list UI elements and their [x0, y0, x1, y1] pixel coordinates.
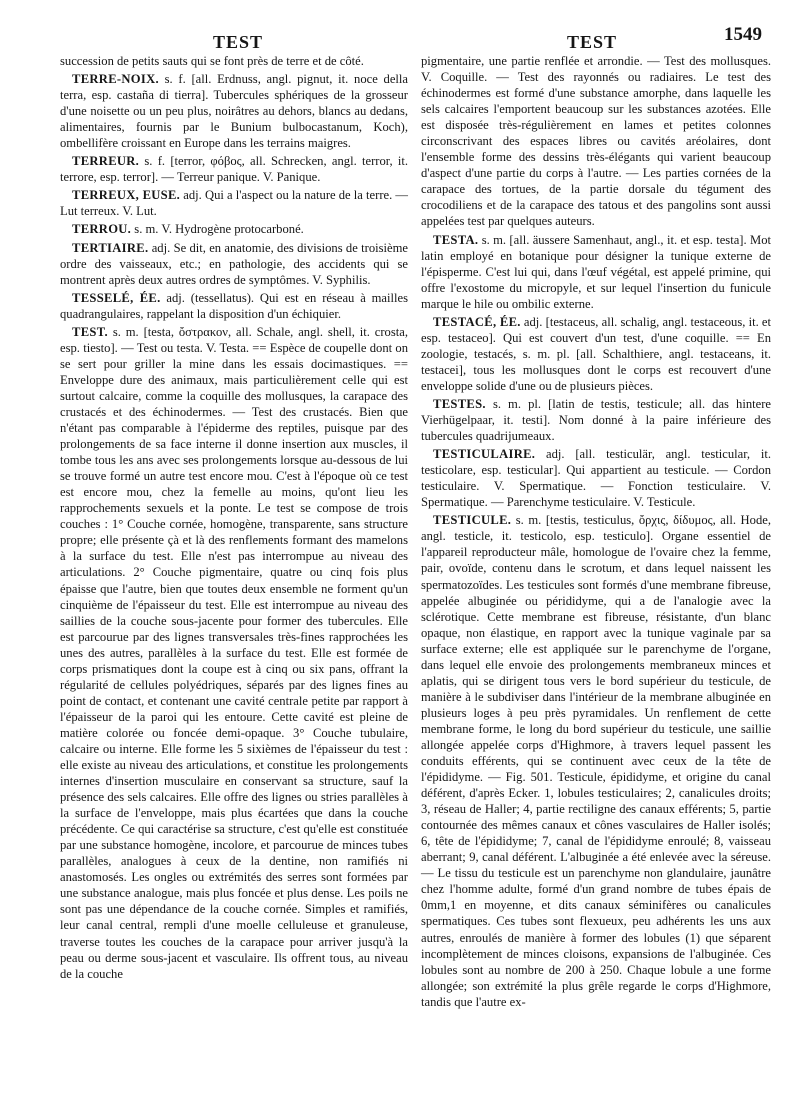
headword: TEST. [72, 324, 108, 339]
entry-test [60, 324, 408, 982]
entry-text: s. f. [all. Erdnuss, angl. pignut, it. noce della terra, esp. castaña di tierra]. Tubercules sphériques de la grosseur d'une noisette ou un peu plus, noirâtres au dehors, blancs au dedans, alimentaires, fournis par le Bunium bulbocastanum, Koch), ombellifère croissant en Europe dans les terrains maigres. [60, 72, 408, 151]
headword: TERRE-NOIX. [72, 72, 159, 87]
entry-text: adj. [all. testiculär, angl. testicular, it. testicolare, esp. testicular]. Qui appartient au testicule. — Cordon testiculaire. V. Spermatique. — Fonction testiculaire. V. Spermatique. — Parenchyme testiculaire. V. Testicule. [421, 447, 771, 510]
entry-terreur [60, 153, 408, 185]
running-head-right: TEST [567, 32, 618, 52]
entry-text: s. f. [terror, φόβος, all. Schrecken, angl. terror, it. terrore, esp. terror]. — Terreur panique. V. Panique. [60, 154, 408, 185]
page-number: 1549 [724, 24, 762, 45]
entry-text: s. m. pl. [latin de testis, testicule; all. das hintere Vierhügelpaar, it. testi]. Nom donné à la paire inférieure des tubercules quadrijumeaux. [421, 396, 771, 444]
entry-testace [421, 314, 771, 394]
headword: TERREUR. [72, 154, 140, 169]
entry-testiculaire [421, 446, 771, 510]
entry-text: adj. Qui a l'aspect ou la nature de la terre. — Lut terreux. V. Lut. [60, 188, 409, 219]
headword: TESTACÉ, ÉE. [433, 314, 521, 329]
column-left [60, 53, 408, 982]
headword: TERROU. [72, 222, 132, 237]
entry-tessele [60, 290, 408, 322]
entry-text: adj. [testaceus, all. schalig, angl. testaceous, it. et esp. testaceo]. Qui est couvert d'un test, d'une coquille. == En zoologie, testacés, s. m. pl. [all. Schalthiere, angl. testaceans, it. testacei], tous les mollusques dont le corps est recouvert d'une enveloppe solide d'une ou de plusieurs pièces. [421, 314, 771, 393]
headword: TESTICULE. [433, 513, 512, 528]
entry-testa [421, 232, 771, 312]
headword: TESSELÉ, ÉE. [72, 290, 161, 305]
entry-text: succession de petits sauts qui se font près de terre et de côté. [60, 54, 364, 68]
entry-continuation [421, 53, 771, 230]
headword: TESTA. [433, 232, 479, 247]
entry-text: s. m. [testis, testiculus, ὄρχις, δίδυμος, all. Hode, angl. testicle, it. testicolo, esp. testiculo]. Organe essentiel de l'appareil reproducteur mâle, homologue de l'ovaire chez la femme, pair, ovoïde, contenu dans le scrotum, et dans lequel naissent les spermatozoïdes. Les testicules sont formés d'une membrane fibreuse, appelée albuginée ou pérididyme, qui a de l'analogie avec la sclérotique. Cette membrane est fibreuse, résistante, d'un blanc opaque, non élastique, en rapport avec la tunique vaginale par sa surface externe; elle est appliquée sur le parenchyme de l'organe, dans lequel elle envoie des prolongements membraneux minces et aplatis, qui se dirigent tous vers le bord supérieur du testicule, de manière à le subdiviser dans l'intérieur de la membrane albuginée en plusieurs loges à peu près pyramidales. Un renflement de cette membrane forme, le long du bord supérieur du testicule, une saillie allongée appelée corps d'Highmore, à travers lequel passent les conduits efférents, qui se continuent avec ceux de la tête de l'épididyme. — Fig. 501. Testicule, épididyme, et origine du canal déférent, d'après Ecker. 1, lobules testiculaires; 2, canalicules droits; 3, réseau de Haller; 4, partie rectiligne des canaux efférents; 5, partie contournée des mêmes canaux et cônes vasculaires de Haller isolés; 6, tête de l'épididyme; 7, canal de l'épididyme enroulé; 8, vaisseau aberrant; 9, canal déférent. L'albuginée a été enlevée avec la séreuse. — Le tissu du testicule est un parenchyme non glandulaire, jaunâtre chez l'homme adulte, formé d'un grand nombre de tubes épais de 0mm,1 en moyenne, et dits canaux séminifères ou canalicules spermatiques. Ces tubes sont flexueux, peu adhérents les uns aux autres, enroulés de manière à former des lobules (1) que séparent incomplètement de minces cloisons, expansions de l'albuginée. Ces lobules sont au nombre de 200 à 250. Chaque lobule a une forme allongée; son extrémité la plus grêle regarde le corps d'Highmore, tandis que l'autre ex- [421, 513, 771, 1009]
entry-testes [421, 396, 771, 444]
headword: TESTICULAIRE. [433, 447, 536, 462]
entry-terre-noix [60, 71, 408, 151]
entry-tertiaire [60, 240, 408, 288]
entry-text: s. m. [all. äussere Samenhaut, angl., it. et esp. testa]. Mot latin employé en botanique pour désigner la tunique externe de l'épisperme. C'est lui qui, dans l'œuf végétal, est appelé primine, qui offre l'exostome du micropyle, et sur lequel l'insertion du funicule marque le hile ou ombilic externe. [421, 232, 771, 311]
running-head-left: TEST [213, 32, 264, 52]
headword: TERTIAIRE. [72, 240, 149, 255]
entry-text: adj. Se dit, en anatomie, des divisions de troisième ordre des vaisseaux, etc.; en pathologie, des accidents qui se montrent après deux autres ordres de symptômes. V. Syphilis. [60, 240, 408, 287]
entry-text: adj. (tessellatus). Qui est en réseau à mailles quadrangulaires, rappelant la disposition d'un échiquier. [60, 290, 408, 321]
entry-text: s. m. V. Hydrogène protocarboné. [134, 222, 304, 237]
headword: TERREUX, EUSE. [72, 188, 181, 203]
entry-testicule [421, 512, 771, 1009]
entry-text: s. m. [testa, ὄστρακον, all. Schale, angl. shell, it. crosta, esp. tiesto]. — Test ou testa. V. Testa. == Espèce de coupelle dont on se sert pour griller la mine dans les essais docimastiques. == Enveloppe dure des animaux, mais particulièrement celle qui est surtout calcaire, comme la coquille des mollusques, la carapace des crustacés et des échinodermes. — Test des crustacés. Bien que n'étant pas comparable à l'épiderme des reptiles, puisque par des prolongements de sa face interne il donne insertion aux muscles, il tombe tous les ans avec ses prolongements lorsque au-dessous de lui se trouve formé un autre test encore mou. C'est à l'époque où ce test est encore mou, chez la femelle au moins, qu'ont lieu les rapprochements sexuels et la ponte. Le test se compose de trois couches : 1° Couche cornée, homogène, transparente, sans structure propre; elle présente çà et là des renflements formant des mamelons à la surface du test. Elle n'est pas interrompue au niveau des articulations. 2° Couche pigmentaire, quatre ou cinq fois plus épaisse que l'autre, bien que toutes deux ensemble ne forment qu'un cinquième de l'épaisseur du test. Elle est interrompue au niveau des saillies de la couche sous-jacente pour former des tubercules. Elle est parcourue par des lignes transversales très-fines rapprochées les unes des autres, parallèles à la surface du test. Elle est formée de corps prismatiques dont la coupe est à cinq ou six pans, offrant la régularité de cellules polyédriques, séparés par des lignes fines au point de contact, et contenant une cavité centrale petite par rapport à l'épaisseur de la paroi qui les entoure. Cette cavité est pleine de matière colorée ou foncée demi-opaque. 3° Couche tubulaire, calcaire ou interne. Elle forme les 5 sixièmes de l'épaisseur du test : elle existe au niveau des articulations, et constitue les prolongements internes d'insertion musculaire en conservant sa structure, sauf la présence des sels calcaires. Elle offre des lignes ou stries parallèles à la surface de l'enveloppe, mais plus écartées que dans la couche précédente. Ce qui caractérise sa structure, c'est qu'elle est constituée par une substance homogène, incolore, et parcourue de minces tubes parallèles, analogues à ceux de la dentine, non ramifiés ni anastomosés. Les ongles ou extrémités des serres sont formées par une substance analogue, mais plus foncée et plus dense. Les poils ne sont pas une dépendance de la couche cornée. Simples et ramifiés, leur canal central, rempli d'une moelle celluleuse et granuleuse, traverse toutes les couches de la carapace pour arriver jusqu'à la peau ou derme sous-jacent et vasculaire. Ils offrent tous, au niveau de la couche [60, 324, 408, 981]
column-right [421, 53, 771, 1010]
entry-terrou [60, 221, 408, 237]
entry-continuation [60, 53, 408, 69]
headword: TESTES. [433, 396, 486, 411]
entry-terreux [60, 187, 408, 219]
entry-text: pigmentaire, une partie renflée et arrondie. — Test des mollusques. V. Coquille. — Test des rayonnés ou radiaires. Le test des échinodermes est formé d'une substance amorphe, dans laquelle les sels calcaires l'emportent beaucoup sur les substances azotées. Elle est disposée très-régulièrement en lames et petites colonnes circonscrivant des espaces libres ou cavités aréolaires, dont l'ensemble forme des dessins très-élégants qui varient beaucoup d'aspect d'une partie du corps à l'autre. — Les parties cornées de la carapace des tortues, de la partie dorsale du tégument des crocodiliens et de la carapace des tatous et des pangolins sont aussi appelées test par quelques auteurs. [421, 54, 771, 229]
